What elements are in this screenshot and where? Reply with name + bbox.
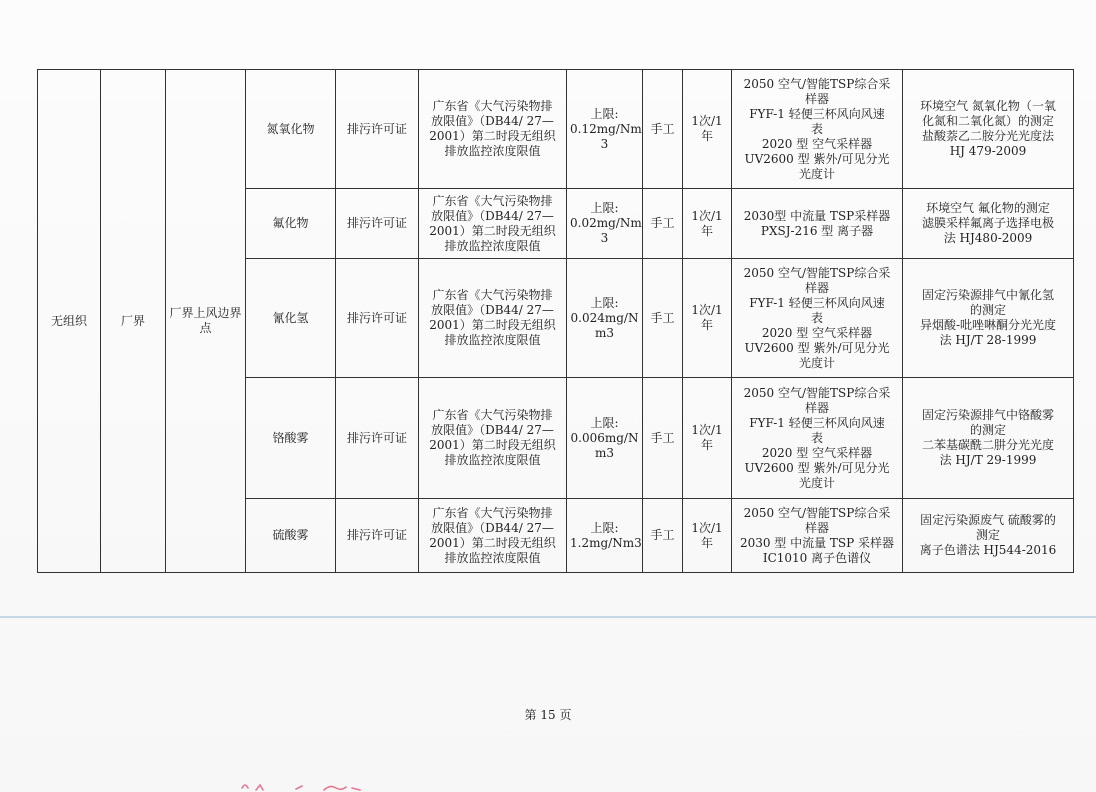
table-row: [38, 70, 1074, 189]
cell-line: 广东省《大气污染物排: [432, 505, 553, 520]
basis-cell: 排污许可证: [336, 189, 419, 259]
cell-line: 排放监控浓度限值: [444, 453, 541, 467]
cell-line: 广东省《大气污染物排: [432, 408, 553, 422]
cell-line: 上限:: [590, 520, 619, 535]
cell-line: 广东省《大气污染物排: [432, 288, 553, 302]
basis-cell: 排污许可证: [336, 499, 419, 573]
cell-line: UV2600 型 紫外/可见分光: [744, 460, 890, 475]
cell-line: FYF-1 轻便三杯风向风速: [749, 415, 885, 430]
cell-line: 放限值》（DB44/ 27—: [431, 303, 554, 317]
cell-line: 固定污染源废气 硫酸雾的: [920, 513, 1056, 527]
cell-line: 的测定: [969, 303, 1006, 317]
analysis-method-cell: [903, 70, 1074, 189]
limit-cell: [567, 259, 643, 378]
method-type-cell: 手工: [643, 189, 683, 259]
cell-line: 表: [810, 121, 823, 136]
frequency-cell: [683, 70, 732, 189]
standard-cell: [419, 259, 567, 378]
cell-line: FYF-1 轻便三杯风向风速: [749, 295, 885, 310]
cell-line: 1次/1: [691, 423, 723, 437]
frequency-cell: [683, 259, 732, 378]
location-cell: 厂界: [101, 70, 166, 573]
cell-line: FYF-1 轻便三杯风向风速: [749, 106, 885, 121]
cell-line: 广东省《大气污染物排: [432, 193, 553, 208]
stamp-fragment: [232, 778, 392, 792]
cell-line: 光度计: [798, 355, 835, 370]
cell-line: 样器: [804, 520, 829, 535]
pollutant-cell: 氟化物: [246, 189, 336, 259]
cell-line: 年: [700, 438, 713, 452]
cell-line: 2020 型 空气采样器: [761, 445, 873, 460]
category-cell: 无组织: [38, 70, 101, 573]
cell-line: 排放监控浓度限值: [444, 238, 541, 253]
cell-line: 法 HJ480-2009: [943, 231, 1033, 245]
cell-line: 异烟酸-吡唑啉酮分光光度: [919, 318, 1057, 332]
cell-line: 放限值》（DB44/ 27—: [431, 114, 554, 128]
cell-line: 滤膜采样氟离子选择电极: [921, 216, 1054, 230]
standard-cell: [419, 189, 567, 259]
frequency-cell: [683, 378, 732, 499]
cell-line: 2001）第二时段无组织: [429, 318, 556, 332]
cell-line: UV2600 型 紫外/可见分光: [744, 151, 890, 166]
cell-line: 3: [600, 231, 609, 245]
cell-line: 表: [810, 430, 823, 445]
cell-line: 测定: [975, 528, 1000, 542]
cell-line: 样器: [804, 91, 829, 106]
cell-line: 2050 空气/智能TSP综合采: [743, 505, 891, 520]
cell-line: 广东省《大气污染物排: [432, 99, 553, 113]
cell-line: 离子色谱法 HJ544-2016: [919, 543, 1057, 557]
cell-line: 年: [700, 223, 713, 238]
cell-line: 上限:: [590, 201, 619, 215]
cell-line: 2050 空气/智能TSP综合采: [743, 385, 891, 400]
basis-cell: 排污许可证: [336, 378, 419, 499]
cell-line: 2001）第二时段无组织: [429, 438, 556, 452]
standard-cell: [419, 378, 567, 499]
pollutant-cell: 氰化氢: [246, 259, 336, 378]
limit-cell: [567, 70, 643, 189]
cell-line: 放限值》（DB44/ 27—: [431, 423, 554, 437]
limit-cell: [567, 378, 643, 499]
cell-line: 化氮和二氧化氮）的测定: [921, 114, 1054, 128]
standard-cell: [419, 70, 567, 189]
limit-cell: [567, 189, 643, 259]
frequency-cell: [683, 189, 732, 259]
cell-line: 1次/1: [691, 208, 723, 223]
cell-line: 放限值》（DB44/ 27—: [431, 208, 554, 223]
cell-line: 上限:: [590, 415, 619, 430]
cell-line: 光度计: [798, 475, 835, 490]
cell-line: HJ 479-2009: [949, 144, 1027, 158]
frequency-cell: [683, 499, 732, 573]
basis-cell: 排污许可证: [336, 259, 419, 378]
basis-cell: 排污许可证: [336, 70, 419, 189]
cell-line: 固定污染源排气中氰化氢: [921, 288, 1054, 302]
cell-line: 2020 型 空气采样器: [761, 136, 873, 151]
cell-line: 样器: [804, 400, 829, 415]
cell-line: 2001）第二时段无组织: [429, 129, 556, 143]
cell-line: 二苯基碳酰二肼分光光度: [921, 438, 1054, 452]
page-divider: [0, 616, 1096, 618]
method-type-cell: 手工: [643, 499, 683, 573]
cell-line: 排放监控浓度限值: [444, 333, 541, 347]
cell-line: 年: [700, 535, 713, 550]
cell-line: 0.006mg/N: [570, 430, 639, 445]
cell-line: 上限:: [590, 295, 619, 310]
pollutant-cell: 铬酸雾: [246, 378, 336, 499]
monitoring-table: [37, 69, 1074, 573]
analysis-method-cell: [903, 378, 1074, 499]
cell-line: 0.12mg/Nm: [570, 121, 642, 136]
cell-line: 排放监控浓度限值: [444, 550, 541, 565]
pollutant-cell: 硫酸雾: [246, 499, 336, 573]
method-type-cell: 手工: [643, 259, 683, 378]
cell-line: IC1010 离子色谱仪: [762, 550, 872, 565]
cell-line: 2020 型 空气采样器: [761, 325, 873, 340]
cell-line: 环境空气 氮氧化物（一氧: [920, 99, 1056, 113]
cell-line: 法 HJ/T 29-1999: [939, 453, 1037, 467]
equipment-cell: [732, 70, 903, 189]
analysis-method-cell: [903, 189, 1074, 259]
cell-line: 2001）第二时段无组织: [429, 223, 556, 238]
cell-line: 2001）第二时段无组织: [429, 535, 556, 550]
method-type-cell: 手工: [643, 70, 683, 189]
cell-line: 环境空气 氟化物的测定: [926, 201, 1050, 215]
limit-cell: [567, 499, 643, 573]
page-number: 第 15 页: [524, 708, 572, 722]
cell-line: 0.02mg/Nm: [570, 216, 642, 230]
pollutant-cell: 氮氧化物: [246, 70, 336, 189]
method-type-cell: 手工: [643, 378, 683, 499]
equipment-cell: [732, 259, 903, 378]
cell-line: 固定污染源排气中铬酸雾: [921, 408, 1054, 422]
cell-line: 上限:: [590, 106, 619, 121]
cell-line: 的测定: [969, 423, 1006, 437]
cell-line: 1次/1: [691, 520, 723, 535]
cell-line: 2030 型 中流量 TSP 采样器: [739, 535, 895, 550]
monitoring-point-cell: 厂界上风边界点: [166, 70, 246, 573]
cell-line: 年: [700, 129, 713, 143]
cell-line: 3: [600, 136, 609, 151]
cell-line: 1次/1: [691, 303, 723, 317]
cell-line: m3: [594, 445, 614, 460]
cell-line: 0.024mg/N: [570, 310, 639, 325]
cell-line: 1.2mg/Nm3: [570, 535, 642, 550]
cell-line: 样器: [804, 280, 829, 295]
equipment-cell: [732, 378, 903, 499]
equipment-cell: [732, 189, 903, 259]
cell-line: PXSJ-216 型 离子器: [760, 223, 874, 238]
cell-line: 表: [810, 310, 823, 325]
cell-line: 法 HJ/T 28-1999: [939, 333, 1037, 347]
cell-line: 光度计: [798, 166, 835, 181]
analysis-method-cell: [903, 499, 1074, 573]
cell-line: 1次/1: [691, 114, 723, 128]
cell-line: UV2600 型 紫外/可见分光: [744, 340, 890, 355]
cell-line: 年: [700, 318, 713, 332]
analysis-method-cell: [903, 259, 1074, 378]
cell-line: m3: [594, 325, 614, 340]
cell-line: 放限值》（DB44/ 27—: [431, 520, 554, 535]
standard-cell: [419, 499, 567, 573]
equipment-cell: [732, 499, 903, 573]
cell-line: 排放监控浓度限值: [444, 144, 541, 158]
cell-line: 2050 空气/智能TSP综合采: [743, 76, 891, 91]
cell-line: 2030型 中流量 TSP采样器: [743, 208, 891, 223]
cell-line: 盐酸萘乙二胺分光光度法: [921, 129, 1054, 143]
cell-line: 2050 空气/智能TSP综合采: [743, 265, 891, 280]
